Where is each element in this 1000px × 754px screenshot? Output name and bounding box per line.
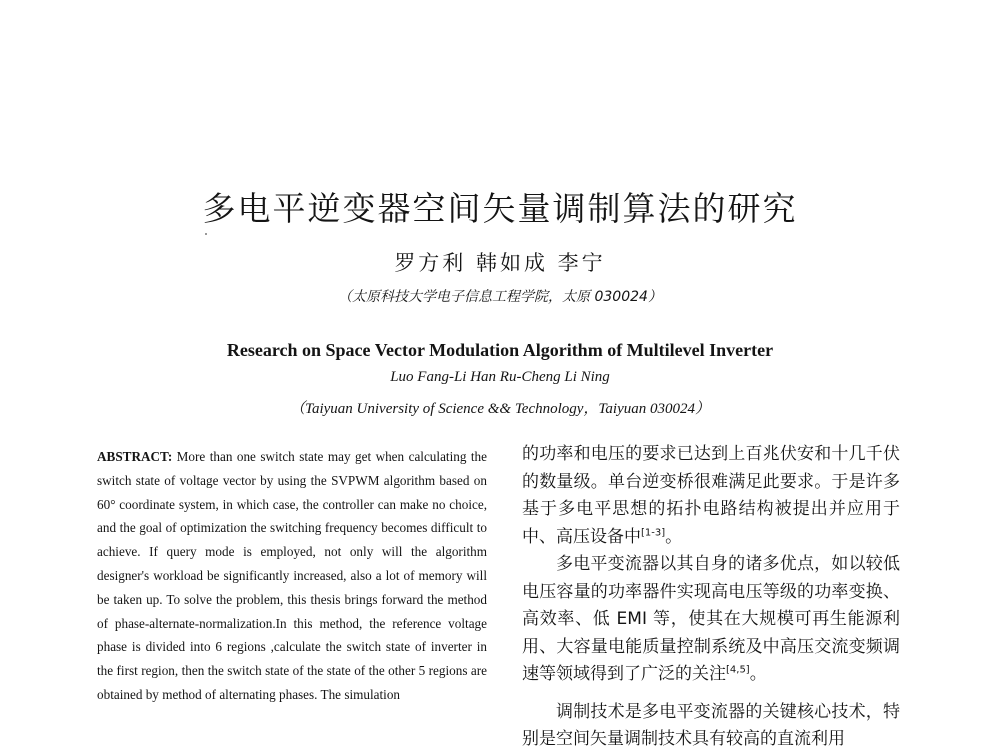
scan-mark — [205, 233, 207, 235]
abstract-label: ABSTRACT: — [97, 449, 173, 464]
page-title: 多电平逆变器空间矢量调制算法的研究 — [202, 189, 798, 228]
english-title: Research on Space Vector Modulation Algorithm of Multilevel Inverter — [226, 340, 774, 360]
abstract-text: More than one switch state may get when calculating the switch state of voltage vector by using the SVPWM algorithm based on 60° coordinate system, in which case, the controller can make no choice, and the goal of optimization the switching frequency becomes difficult to achieve. If query mode is employed, not only will the algorithm designer's workload be significantly increased, also a lot of memory will be taken up. To solve the problem, this thesis brings forward the method of phase-alternate-normalization.In this method, the reference voltage phase is divided into 6 regions ,calculate the switch state of inverter in the first region, then the switch state of the state of the other 5 regions are obtained by method of alternating phases. The simulation — [97, 449, 487, 702]
english-authors: Luo Fang-Li Han Ru-Cheng Li Ning — [390, 369, 610, 385]
abstract — [97, 445, 487, 707]
paragraph-1-text: 的功率和电压的要求已达到上百兆伏安和十几千伏的数量级。单台逆变桥很难满足此要求。于是许多基于多电平思想的拓扑电路结构被提出并应用于中、高压设备中 — [522, 444, 900, 547]
english-affiliation: （Taiyuan University of Science && Technology，Taiyuan 030024） — [290, 401, 710, 417]
paragraph-2-end: 。 — [749, 664, 767, 684]
paragraph-1-end: 。 — [665, 526, 683, 547]
citation-4-5: [4,5] — [726, 664, 750, 676]
body-paragraph-3: 调制技术是多电平变流器的关键核心技术，特别是空间矢量调制技术具有较高的直流利用 — [522, 701, 900, 749]
paragraph-2-text: 多电平变流器以其自身的诸多优点，如以较低电压容量的功率器件实现高电压等级的功率变换、高效率、低 EMI 等，使其在大规模可再生能源利用、大容量电能质量控制系统及中高压交流变频调速等领域得到了广泛的关注 — [522, 554, 900, 684]
body-paragraph-1 — [522, 441, 900, 551]
affiliation: （太原科技大学电子信息工程学院，太原 030024） — [338, 289, 662, 305]
body-paragraph-2 — [522, 551, 900, 689]
authors: 罗方利 韩如成 李宁 — [394, 251, 606, 275]
citation-1-3: [1-3] — [641, 526, 666, 538]
body-column — [522, 441, 900, 754]
